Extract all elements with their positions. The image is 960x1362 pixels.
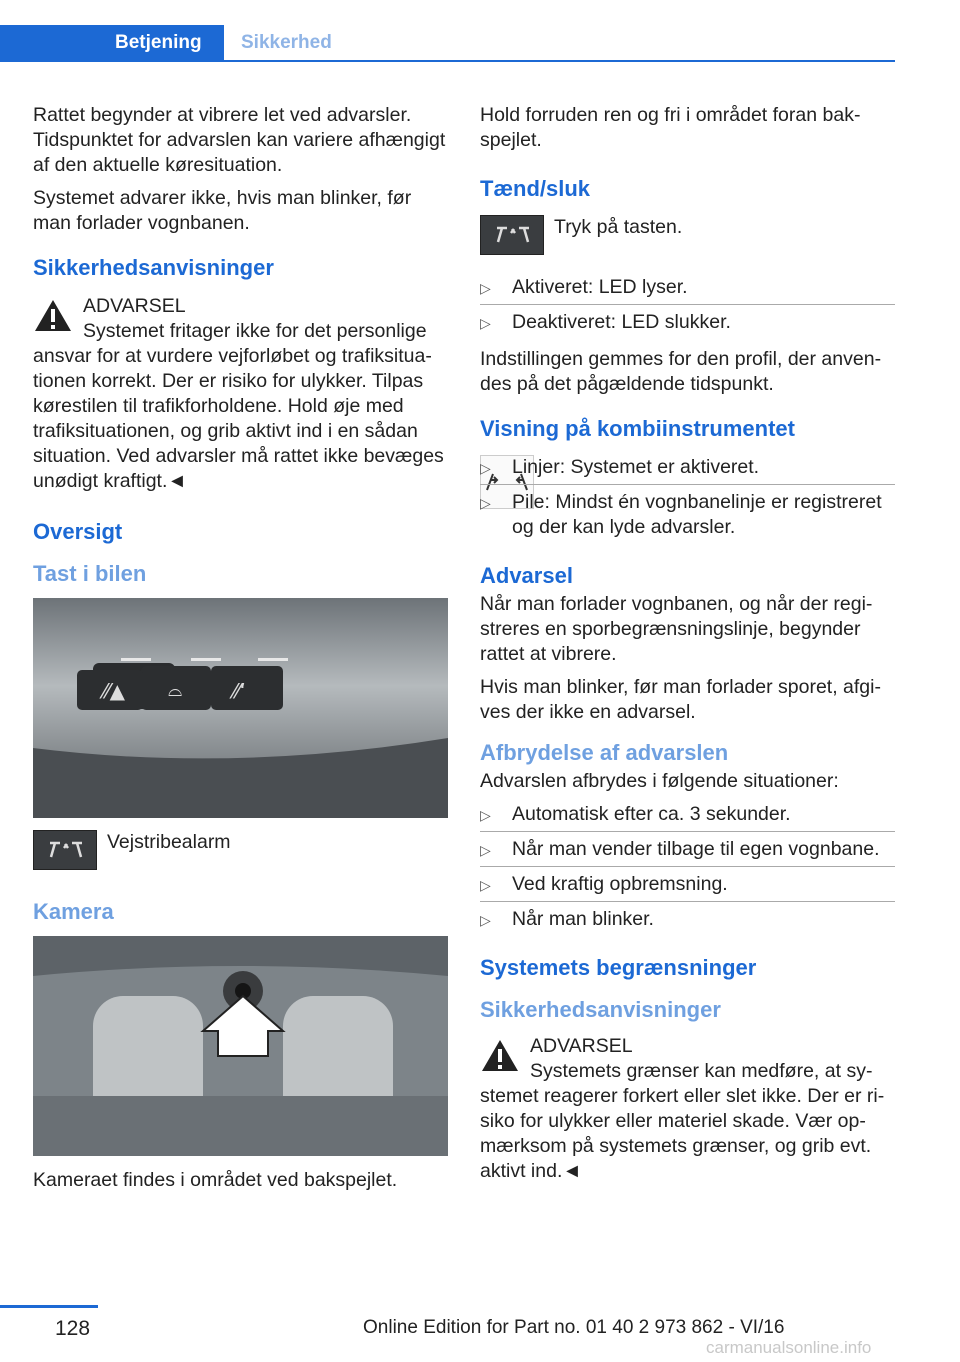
paragraph: Systemet advarer ikke, hvis man blinker, før man forlader vognbanen. — [33, 187, 412, 234]
tab-betjening[interactable]: Betjening — [0, 25, 224, 60]
triangle-bullet-icon: ▷ — [480, 460, 491, 476]
triangle-bullet-icon: ▷ — [480, 315, 491, 331]
list-item-text: Ved kraftig opbremsning. — [512, 873, 728, 895]
display-block — [480, 455, 895, 544]
list-item — [480, 837, 895, 867]
list-item-text: Når man vender tilbage til egen vognbane. — [512, 838, 880, 860]
button-photo — [33, 598, 448, 818]
warning-block — [33, 294, 448, 494]
interrupt-list — [480, 802, 895, 936]
paragraph: Hvis man blinker, før man forlader sporet, afgives der ikke en advarsel. — [480, 676, 881, 723]
svg-text:⁄⁄‘: ⁄⁄‘ — [233, 679, 247, 703]
triangle-bullet-icon: ▷ — [480, 280, 491, 296]
paragraph: Rattet begynder at vibrere let ved advarsler. Tidspunktet for advarslen kan variere afhængigt af den aktuelle køresituation. — [33, 104, 446, 176]
svg-text:⁄⁄▲: ⁄⁄▲ — [103, 679, 126, 703]
page-number: 128 — [55, 1317, 91, 1340]
list-item-text: Aktiveret: LED lyser. — [512, 276, 688, 298]
car-buttons-image — [33, 598, 448, 818]
paragraph: Hold forruden ren og fri i området foran bakspejlet. — [480, 104, 861, 151]
list-item-text: Deaktiveret: LED slukker. — [512, 311, 731, 333]
display-list — [480, 455, 895, 544]
list-item-text: Automatisk efter ca. 3 sekunder. — [512, 803, 791, 825]
heading-safety: Sikkerhedsanvisninger — [33, 255, 274, 280]
warning-title: ADVARSEL — [530, 1035, 633, 1057]
triangle-bullet-icon: ▷ — [480, 807, 491, 823]
tab-underline — [0, 60, 895, 62]
edition-text: Online Edition for Part no. 01 40 2 973 862 - VI/16 — [363, 1317, 785, 1338]
onoff-key-row — [480, 215, 895, 261]
list-item — [480, 275, 895, 305]
footer-line — [0, 1305, 98, 1308]
list-item — [480, 872, 895, 902]
camera-photo — [33, 936, 448, 1156]
heading-display: Visning på kombiinstrumentet — [480, 416, 795, 441]
list-item-text: Linjer: Systemet er aktiveret. — [512, 456, 760, 478]
heading-limits: Systemets begrænsninger — [480, 955, 757, 980]
triangle-bullet-icon: ▷ — [480, 877, 491, 893]
warning-title: ADVARSEL — [83, 295, 186, 317]
tab-sikkerhed[interactable]: Sikkerhed — [241, 32, 332, 53]
left-column — [33, 103, 448, 1201]
warning-body: Systemets grænser kan medføre, at systemet reagerer forkert eller slet ikke. Der er risiko for ulykker eller materiel skade. Vær opmærksom på systemets grænser, og grib evt. aktivt ind.◄ — [480, 1060, 885, 1182]
heading-warning: Advarsel — [480, 563, 573, 588]
list-item-text: Når man blinker. — [512, 908, 654, 930]
paragraph: Indstillingen gemmes for den profil, der anvendes på det pågældende tidspunkt. — [480, 348, 882, 395]
heading-onoff: Tænd/sluk — [480, 176, 591, 201]
right-column — [480, 103, 895, 1184]
warning-body: Systemet fritager ikke for det personlige ansvar for at vurdere vejforløbet og trafiksituationen korrekt. Der er risiko for ulykker. Tilpas kørestilen til trafikforholdene. Hold øje med trafiksituationen, og grib aktivt ind i en sådan situation. Ved advarsler må rattet ikke bevæges unødigt kraftigt.◄ — [33, 320, 444, 492]
list-item — [480, 490, 895, 544]
paragraph: Når man forlader vognbanen, og når der registreres en sporbegrænsningslinje, begynder rattet at vibrere. — [480, 593, 873, 665]
header-tabs — [0, 0, 895, 62]
heading-button: Tast i bilen — [33, 561, 147, 586]
triangle-bullet-icon: ▷ — [480, 495, 491, 511]
paragraph: Advarslen afbrydes i følgende situationer: — [480, 770, 839, 792]
warning-triangle-icon — [480, 1038, 520, 1073]
heading-overview: Oversigt — [33, 519, 123, 544]
triangle-bullet-icon: ▷ — [480, 842, 491, 858]
heading-interrupt: Afbrydelse af advarslen — [480, 740, 729, 765]
key-label: Vejstribealarm — [107, 831, 231, 853]
press-key-text: Tryk på tasten. — [554, 216, 683, 238]
windshield-camera-image — [33, 936, 448, 1156]
list-item — [480, 802, 895, 832]
list-item — [480, 907, 895, 936]
heading-safety-2: Sikkerhedsanvisninger — [480, 997, 721, 1022]
watermark: carmanualsonline.info — [706, 1338, 872, 1357]
camera-caption: Kameraet findes i området ved bakspejlet. — [33, 1169, 398, 1191]
heading-camera: Kamera — [33, 899, 114, 924]
lane-departure-key-icon — [33, 830, 97, 870]
warning-block — [480, 1034, 895, 1184]
svg-text:⌓: ⌓ — [168, 680, 183, 701]
list-item — [480, 310, 895, 339]
warning-triangle-icon — [33, 298, 73, 333]
lane-key-row — [33, 830, 448, 876]
onoff-list — [480, 275, 895, 339]
lane-departure-key-icon — [480, 215, 544, 255]
list-item-text: Pile: Mindst én vognbanelinje er registreret og der kan lyde advarsler. — [512, 491, 882, 538]
triangle-bullet-icon: ▷ — [480, 912, 491, 928]
list-item — [480, 455, 895, 485]
